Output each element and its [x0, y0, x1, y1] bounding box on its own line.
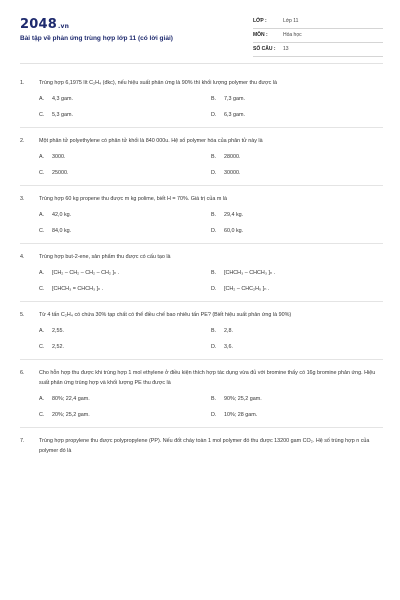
option-text: 29,4 kg. — [224, 212, 244, 218]
answer-option-a[interactable] — [39, 96, 211, 102]
question-list — [20, 78, 383, 456]
answer-option-a[interactable] — [39, 328, 211, 334]
meta-row-subject — [253, 29, 383, 43]
option-text: 5,3 gam. — [52, 112, 73, 118]
answer-option-b[interactable] — [211, 270, 383, 276]
answer-option-b[interactable] — [211, 212, 383, 218]
option-letter: B. — [211, 396, 217, 402]
question-number: 1. — [20, 80, 25, 86]
question-4 — [20, 252, 383, 292]
answer-option-d[interactable] — [211, 170, 383, 176]
option-letter: A. — [39, 328, 45, 334]
question-body: Trùng hợp propylene thu được polypropylene (PP). Nếu đốt cháy toàn 1 mol polymer đó thu được 13200 gam CO₂. Hệ số trùng hợp n của polymer đó là — [39, 438, 370, 454]
answer-option-c[interactable] — [39, 344, 211, 350]
question-text — [20, 252, 383, 262]
option-letter: C. — [39, 412, 45, 418]
meta-key: MÔN : — [253, 32, 268, 39]
option-text: 30000. — [224, 170, 241, 176]
answer-option-d[interactable] — [211, 344, 383, 350]
answer-option-a[interactable] — [39, 212, 211, 218]
option-letter: D. — [211, 170, 217, 176]
question-3 — [20, 194, 383, 234]
option-text: 25000. — [52, 170, 69, 176]
question-text — [20, 194, 383, 204]
meta-row-count — [253, 43, 383, 57]
option-text: 20%; 25,2 gam. — [52, 412, 90, 418]
answer-option-c[interactable] — [39, 412, 211, 418]
option-text: 3000. — [52, 154, 66, 160]
option-text: [CHCH₃ = CHCH₃ ]ₙ . — [52, 286, 104, 292]
answer-option-c[interactable] — [39, 228, 211, 234]
question-number: 7. — [20, 438, 25, 444]
question-6 — [20, 368, 383, 418]
option-letter: A. — [39, 212, 45, 218]
option-text: 28000. — [224, 154, 241, 160]
answer-options — [20, 96, 383, 118]
question-divider — [20, 427, 383, 428]
question-number: 6. — [20, 370, 25, 376]
option-letter: C. — [39, 344, 45, 350]
question-text — [20, 368, 383, 388]
document-meta — [253, 15, 383, 57]
document-title: Bài tập về phản ứng trùng hợp lớp 11 (có lời giải) — [20, 35, 173, 42]
option-letter: B. — [211, 96, 217, 102]
option-letter: D. — [211, 228, 217, 234]
answer-option-d[interactable] — [211, 286, 383, 292]
question-number: 2. — [20, 138, 25, 144]
logo-suffix: .vn — [57, 23, 70, 30]
meta-value: Hóa học — [283, 32, 302, 39]
option-letter: A. — [39, 396, 45, 402]
answer-option-a[interactable] — [39, 270, 211, 276]
meta-row-class — [253, 15, 383, 29]
question-text — [20, 136, 383, 146]
option-text: 2,55. — [52, 328, 64, 334]
answer-option-d[interactable] — [211, 112, 383, 118]
option-text: 4,3 gam. — [52, 96, 73, 102]
option-text: 80%; 22,4 gam. — [52, 396, 90, 402]
question-body: Trùng hợp 60 kg propene thu được m kg polime, biết H = 70%. Giá trị của m là — [39, 196, 228, 202]
question-divider — [20, 301, 383, 302]
option-text: 84,0 kg. — [52, 228, 72, 234]
question-7 — [20, 436, 383, 456]
answer-options — [20, 212, 383, 234]
logo-main: 2048 — [20, 17, 57, 32]
option-letter: A. — [39, 154, 45, 160]
question-1 — [20, 78, 383, 118]
question-number: 3. — [20, 196, 25, 202]
question-text — [20, 310, 383, 320]
option-letter: C. — [39, 286, 45, 292]
header-divider — [20, 63, 383, 64]
meta-key: LỚP : — [253, 18, 267, 25]
question-text — [20, 436, 383, 456]
option-text: [CHCH₃ – CHCH₃ ]ₙ . — [224, 270, 276, 276]
question-divider — [20, 243, 383, 244]
site-logo[interactable] — [20, 17, 69, 32]
option-text: 2,52. — [52, 344, 64, 350]
option-letter: A. — [39, 270, 45, 276]
answer-options — [20, 396, 383, 418]
question-2 — [20, 136, 383, 176]
answer-options — [20, 270, 383, 292]
answer-option-b[interactable] — [211, 396, 383, 402]
meta-key: SỐ CÂU : — [253, 46, 276, 53]
answer-option-c[interactable] — [39, 112, 211, 118]
option-text: 7,3 gam. — [224, 96, 245, 102]
option-letter: D. — [211, 344, 217, 350]
option-text: 42,0 kg. — [52, 212, 72, 218]
question-body: Trùng hợp but-2-ene, sản phẩm thu được có cấu tạo là — [39, 254, 171, 260]
option-letter: D. — [211, 112, 217, 118]
answer-option-b[interactable] — [211, 328, 383, 334]
option-letter: D. — [211, 412, 217, 418]
option-text: 2,8. — [224, 328, 233, 334]
option-text: [CH₂ – CH₂ – CH₂ – CH₂ ]ₙ . — [52, 270, 120, 276]
answer-option-d[interactable] — [211, 228, 383, 234]
question-5 — [20, 310, 383, 350]
option-text: 60,0 kg. — [224, 228, 244, 234]
option-letter: D. — [211, 286, 217, 292]
document-header — [0, 0, 400, 63]
option-letter: C. — [39, 112, 45, 118]
meta-value: 13 — [283, 46, 289, 53]
question-body: Trùng hợp 6,1975 lít C₂H₄ (đkc), nếu hiệu suất phản ứng là 90% thì khối lượng polymer thu được là — [39, 80, 277, 86]
option-text: [CH₂ – CHC₂H₅ ]ₙ . — [224, 286, 270, 292]
question-divider — [20, 359, 383, 360]
answer-option-d[interactable] — [211, 412, 383, 418]
answer-option-b[interactable] — [211, 154, 383, 160]
question-number: 4. — [20, 254, 25, 260]
option-letter: B. — [211, 328, 217, 334]
answer-option-a[interactable] — [39, 396, 211, 402]
question-body: Một phân tử polyethylene có phân tử khối là 840 000u. Hệ số polymer hóa của phân tử này là — [39, 138, 263, 144]
option-text: 90%; 25,2 gam. — [224, 396, 262, 402]
answer-options — [20, 154, 383, 176]
option-letter: C. — [39, 228, 45, 234]
question-body: Cho hỗn hợp thu được khi trùng hợp 1 mol ethylene ở điều kiện thích hợp tác dụng vừa đủ với bromine thấy có 16g bromine phản ứng. Hiệu suất phản ứng trùng hợp và khối lượng PE thu được là — [39, 370, 376, 386]
question-divider — [20, 185, 383, 186]
option-text: 3,6. — [224, 344, 233, 350]
question-text — [20, 78, 383, 88]
answer-option-b[interactable] — [211, 96, 383, 102]
meta-value: Lớp 11 — [283, 18, 299, 25]
question-divider — [20, 127, 383, 128]
option-letter: C. — [39, 170, 45, 176]
answer-option-a[interactable] — [39, 154, 211, 160]
question-body: Từ 4 tấn C₂H₄ có chứa 30% tạp chất có thể điều chế bao nhiêu tấn PE? (Biết hiệu suất phản ứng là 90%) — [39, 312, 292, 318]
option-letter: A. — [39, 96, 45, 102]
answer-option-c[interactable] — [39, 170, 211, 176]
answer-options — [20, 328, 383, 350]
option-letter: B. — [211, 212, 217, 218]
answer-option-c[interactable] — [39, 286, 211, 292]
option-letter: B. — [211, 154, 217, 160]
option-letter: B. — [211, 270, 217, 276]
question-number: 5. — [20, 312, 25, 318]
option-text: 6,3 gam. — [224, 112, 245, 118]
option-text: 10%; 28 gam. — [224, 412, 258, 418]
